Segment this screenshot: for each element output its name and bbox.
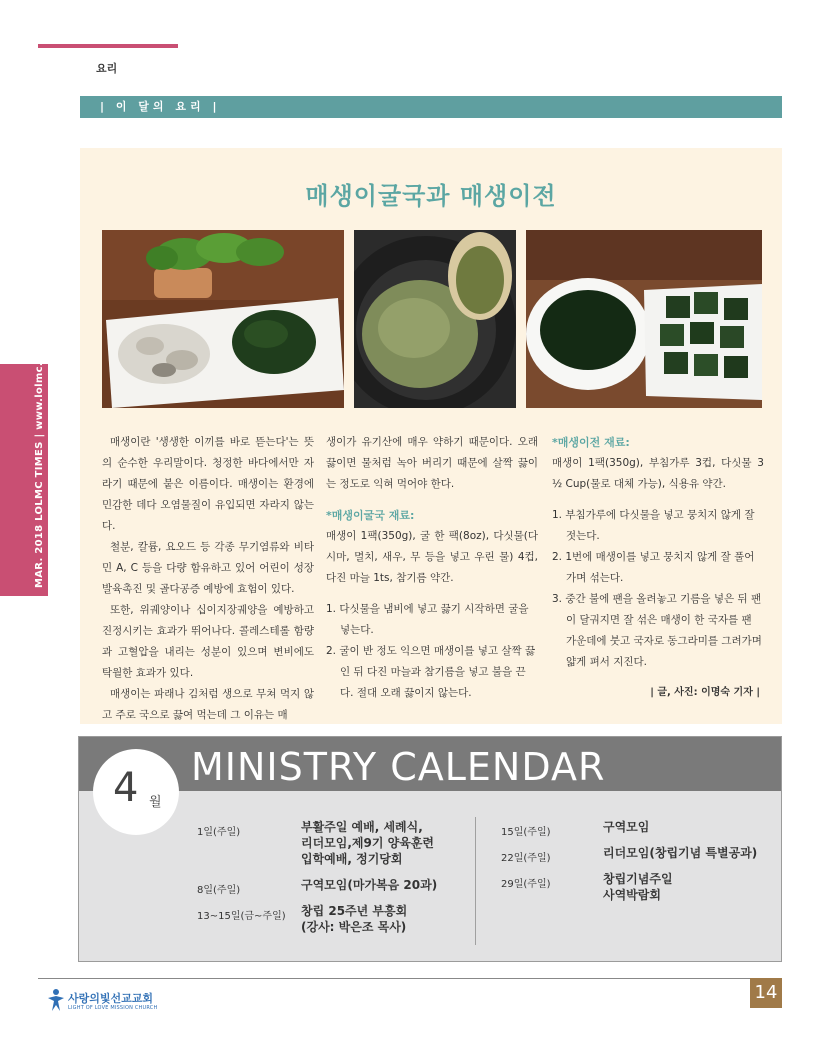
event-description: 창립기념주일 사역박람회 [603,872,673,902]
page-number: 14 [750,978,782,1008]
church-subtitle: LIGHT OF LOVE MISSION CHURCH [68,1005,158,1011]
pancake-steps [552,505,764,673]
side-tab-text: MAR. 2018 LOLMC TIMES | www.lolmc.org [34,342,45,588]
event-date: 13~15일(금~주일) [197,911,286,922]
article-paragraph: 또한, 위궤양이나 십이지장궤양을 예방하고 진정시키는 효과가 뛰어나다. 콜레스테롤 함량과 고혈압을 내리는 성분이 있으며 변비에도 탁월한 효과가 있다. [102,604,314,679]
month-unit: 월 [149,795,162,810]
article-column-2 [326,432,538,704]
event-description: 구역모임 [603,820,650,834]
article-paragraph: 철분, 칼륨, 요오드 등 각종 무기염류와 비타민 A, C 등을 다량 함유하고 있어 어린이 성장발육촉진 및 골다공증 예방에 효험이 있다. [102,541,314,595]
pancake-step: 3. 중간 불에 팬을 올려놓고 기름을 넣은 뒤 팬이 달궈지면 잘 섞은 매생이 한 국자를 팬 가운데에 붓고 국자로 동그라미를 그려가며 얇게 펴서 지진다. [552,593,762,668]
article-paragraph: 매생이는 파래나 김처럼 생으로 무쳐 먹지 않고 주로 국으로 끓여 먹는데 그 이유는 매 [102,688,314,721]
pancake-step: 2. 1번에 매생이를 넣고 뭉치지 않게 잘 풀어가며 섞는다. [552,551,755,584]
church-name: 사랑의빛선교교회 [68,992,154,1005]
top-accent-rule [38,44,178,48]
recipe-box [80,148,782,724]
month-recipe-bar: | 이 달의 요리 | [80,96,782,118]
soup-step: 2. 굴이 반 정도 익으면 매생이를 넣고 살짝 끓인 뒤 다진 마늘과 참기름을 넣고 불을 끈다. 절대 오래 끓이지 않는다. [326,645,536,699]
month-badge [93,749,179,835]
photo-seaweed-soup-cooking [354,230,516,408]
event-date: 29일(주일) [501,879,551,890]
calendar-divider [475,817,476,945]
event-description: 구역모임(마가복음 20과) [301,878,438,892]
soup-steps [326,599,538,704]
photo-soup-and-pancake [526,230,762,408]
month-number: 4 [113,765,139,811]
event-description: 창립 25주년 부흥회 (강사: 박은조 목사) [301,904,408,934]
calendar-header [79,737,781,791]
ministry-calendar [78,736,782,962]
recipe-title: 매생이굴국과 매생이전 [305,182,557,210]
soup-ingredients-heading: *매생이굴국 재료: [326,509,415,522]
article-column-3 [552,432,764,673]
footer-rule [38,978,782,979]
article-paragraph: 생이가 유기산에 매우 약하기 때문이다. 오래 끓이면 물처럼 녹아 버리기 때문에 살짝 끓이는 정도로 익혀 먹어야 한다. [326,436,538,490]
soup-step: 1. 다싯물을 냄비에 넣고 끓기 시작하면 굴을 넣는다. [326,603,529,636]
pancake-step: 1. 부침가루에 다싯물을 넣고 뭉치지 않게 잘 젓는다. [552,509,755,542]
article-column-1 [102,432,314,726]
event-date: 15일(주일) [501,827,551,838]
church-logo [46,988,158,1016]
event-description: 리더모임(창립기념 특별공과) [603,846,758,860]
event-date: 22일(주일) [501,853,551,864]
soup-ingredients: 매생이 1팩(350g), 굴 한 팩(8oz), 다싯물(다시마, 멸치, 새우, 무 등을 넣고 우린 물) 4컵, 다진 마늘 1ts, 참기름 약간. [326,530,538,584]
calendar-title: MINISTRY CALENDAR [191,745,606,789]
event-date: 1일(주일) [197,827,241,838]
church-logo-icon [46,988,66,1012]
photo-oysters-and-seaweed [102,230,344,408]
pancake-ingredients: 매생이 1팩(350g), 부침가루 3컵, 다싯물 3 ½ Cup(물로 대체 가능), 식용유 약간. [552,457,764,490]
author-credit: | 글, 사진: 이명숙 기자 | [650,687,760,698]
event-description: 부활주일 예배, 세례식, 리더모임,제9기 양육훈련 입학예배, 정기당회 [301,820,435,866]
pancake-ingredients-heading: *매생이전 재료: [552,436,630,449]
event-date: 8일(주일) [197,885,241,896]
section-label: 요리 [96,62,118,75]
article-paragraph: 매생이란 '생생한 이끼를 바로 뜯는다'는 뜻의 순수한 우리말이다. 청정한 바다에서만 자라기 때문에 붙은 이름이다. 매생이는 환경에 민감한 데다 오염물질이 유입되면 자라지 않는다. [102,436,314,532]
